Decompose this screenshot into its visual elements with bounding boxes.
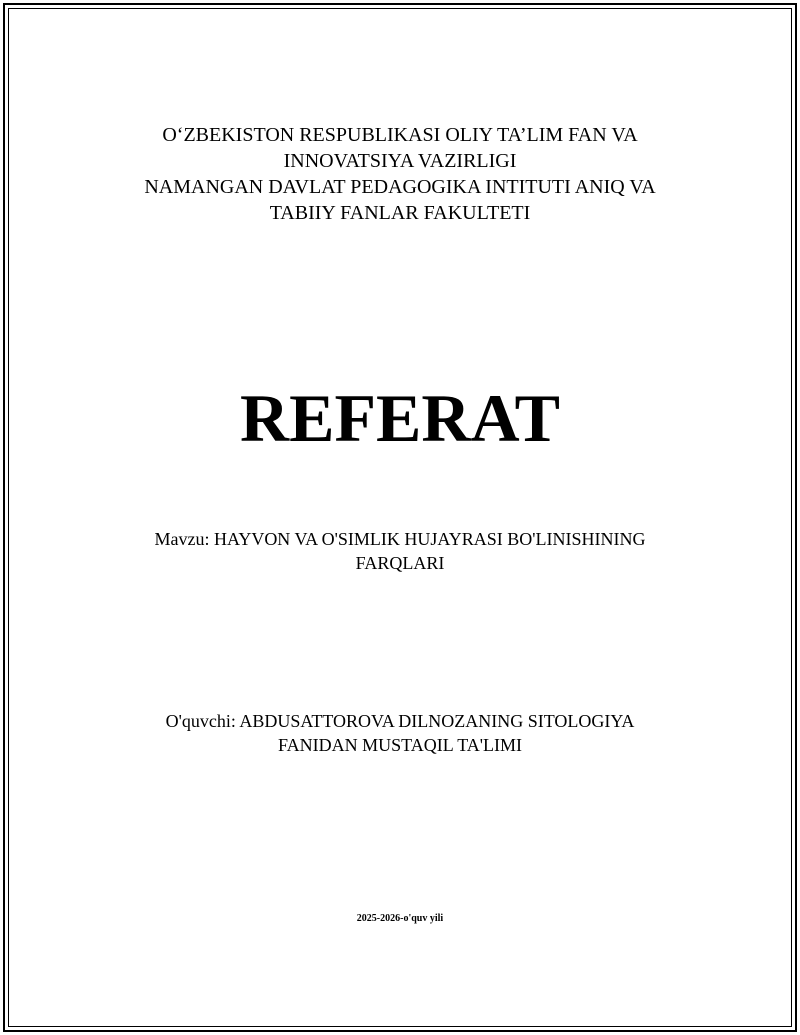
- header-line: O‘ZBEKISTON RESPUBLIKASI OLIY TA’LIM FAN VA: [162, 124, 638, 146]
- academic-year: 2025-2026-o'quv yili: [356, 913, 444, 924]
- student-line: O'quvchi: ABDUSATTOROVA DILNOZANING SITOLOGIYA: [165, 711, 635, 731]
- header-line: NAMANGAN DAVLAT PEDAGOGIKA INTITUTI ANIQ VA: [144, 176, 656, 198]
- topic-line: Mavzu: HAYVON VA O'SIMLIK HUJAYRASI BO'LINISHINING: [154, 529, 646, 549]
- header-line: TABIIY FANLAR FAKULTETI: [269, 202, 531, 224]
- student-line: FANIDAN MUSTAQIL TA'LIMI: [277, 735, 522, 755]
- header-line: INNOVATSIYA VAZIRLIGI: [283, 150, 517, 172]
- student-block: [60, 709, 740, 757]
- document-title: REFERAT: [240, 380, 560, 456]
- institution-header: [60, 122, 740, 226]
- topic-line: FARQLARI: [355, 553, 445, 573]
- topic-block: [60, 527, 740, 575]
